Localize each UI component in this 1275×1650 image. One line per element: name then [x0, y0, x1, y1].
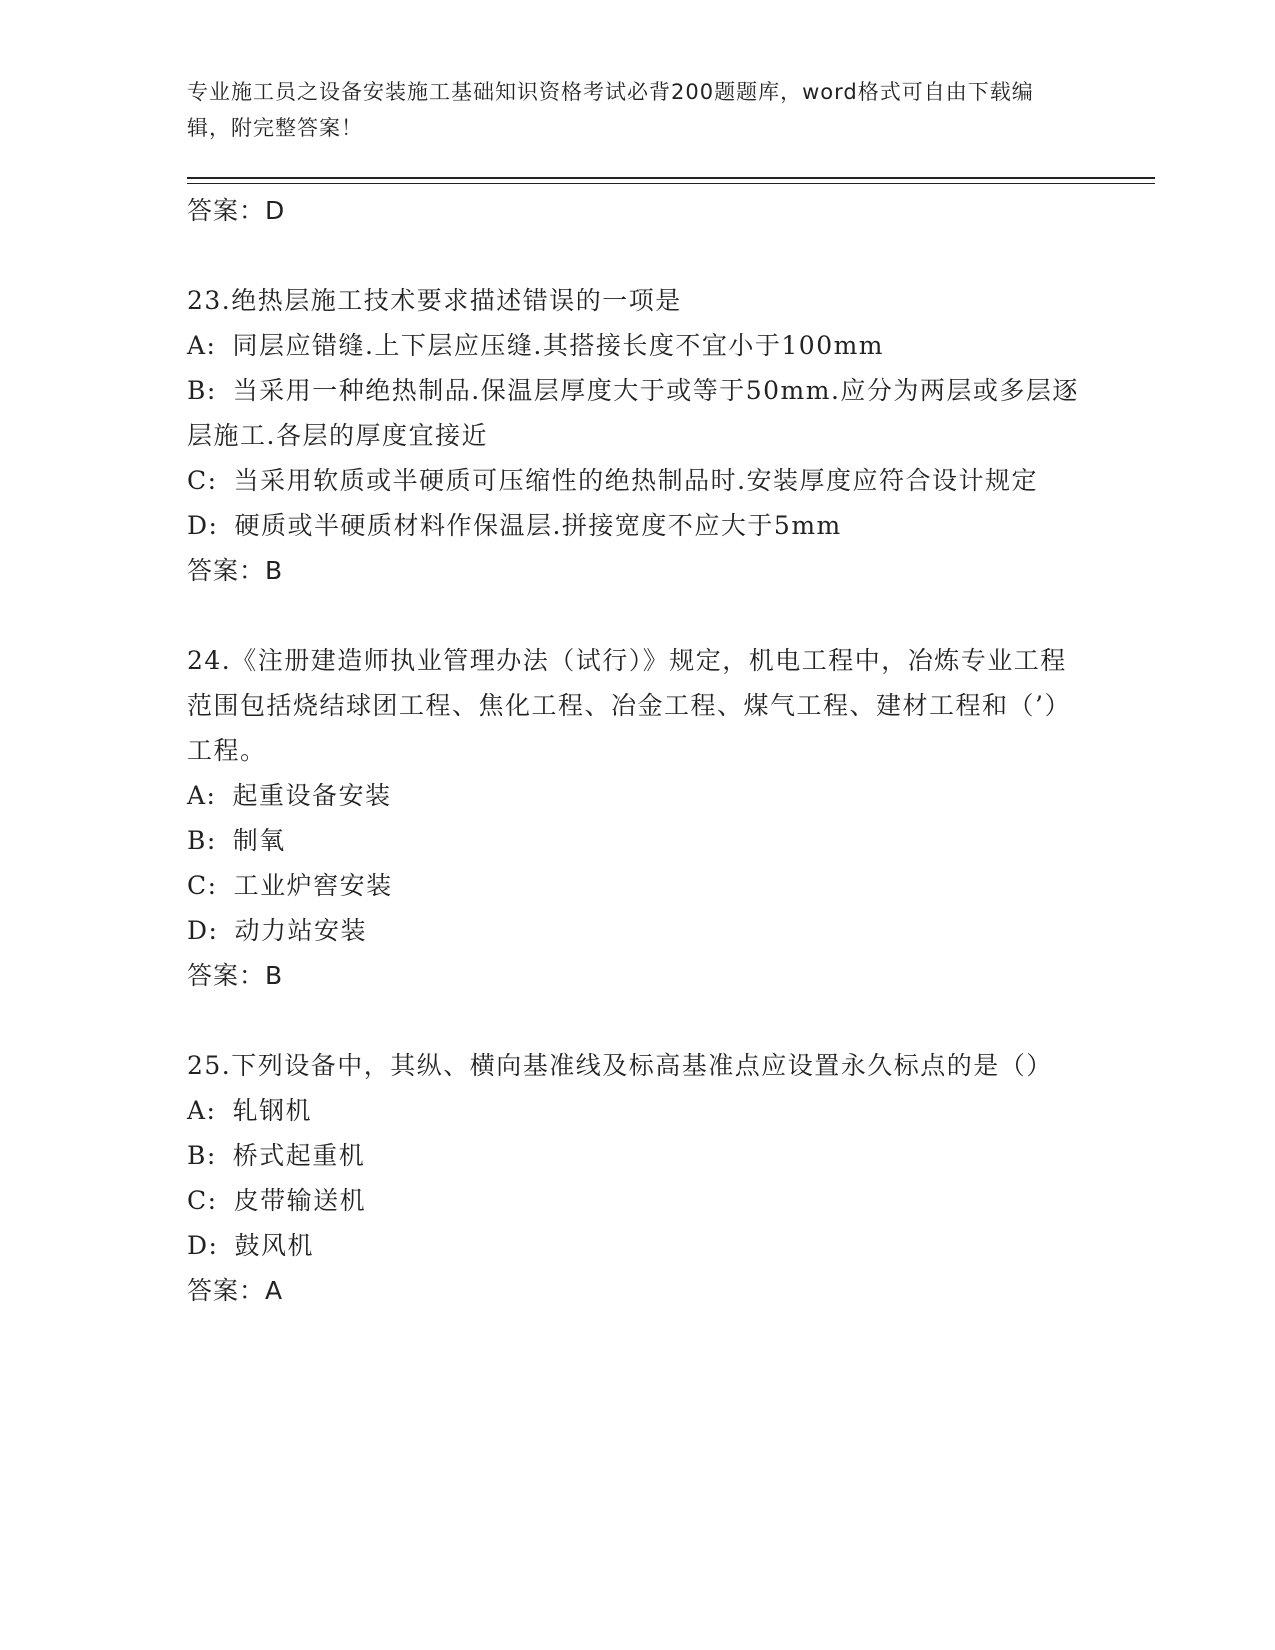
option-text: 工业炉窖安装 — [233, 871, 393, 900]
option-b — [187, 818, 1087, 863]
option-text: 起重设备安装 — [232, 781, 392, 810]
option-d — [187, 503, 1087, 548]
option-b — [187, 368, 1087, 458]
option-text: 同层应错缝.上下层应压缝.其搭接长度不宜小于100mm — [232, 331, 885, 360]
option-label: C: — [187, 1186, 218, 1215]
option-a — [187, 773, 1087, 818]
header-rule-thick — [187, 177, 1155, 179]
question-24 — [187, 638, 1087, 998]
option-text: 动力站安装 — [234, 916, 367, 945]
question-stem: 25.下列设备中，其纵、横向基准线及标高基准点应设置永久标点的是（） — [187, 1051, 1053, 1080]
option-label: B: — [187, 376, 217, 405]
option-d — [187, 1223, 1087, 1268]
answer-line: 答案：B — [187, 961, 284, 990]
option-a — [187, 323, 1087, 368]
option-text: 制氧 — [232, 826, 286, 855]
option-label: D: — [187, 511, 219, 540]
option-a — [187, 1088, 1087, 1133]
option-text: 硬质或半硬质材料作保温层.拼接宽度不应大于5mm — [234, 511, 842, 540]
option-b — [187, 1133, 1087, 1178]
option-text: 当采用软质或半硬质可压缩性的绝热制品时.安装厚度应符合设计规定 — [233, 466, 1039, 495]
option-c — [187, 458, 1087, 503]
option-c — [187, 1178, 1087, 1223]
option-label: A: — [187, 331, 217, 360]
option-text: 当采用一种绝热制品.保温层厚度大于或等于50mm.应分为两层或多层逐层施工.各层的厚度宜接近 — [187, 376, 1079, 450]
option-d — [187, 908, 1087, 953]
option-c — [187, 863, 1087, 908]
option-label: B: — [187, 1141, 217, 1170]
answer-line: 答案：A — [187, 1276, 284, 1305]
question-25 — [187, 1043, 1087, 1313]
document-body — [187, 188, 1087, 1313]
page-header: 专业施工员之设备安装施工基础知识资格考试必背200题题库，word格式可自由下载编辑，附完整答案！ — [187, 80, 1034, 140]
question-23 — [187, 278, 1087, 593]
previous-answer: 答案：D — [187, 196, 286, 225]
question-stem: 23.绝热层施工技术要求描述错误的一项是 — [187, 286, 682, 315]
option-label: C: — [187, 871, 218, 900]
option-label: A: — [187, 781, 217, 810]
option-text: 轧钢机 — [232, 1096, 312, 1125]
option-label: A: — [187, 1096, 217, 1125]
option-text: 皮带输送机 — [233, 1186, 367, 1215]
option-label: D: — [187, 1231, 219, 1260]
option-text: 鼓风机 — [234, 1231, 314, 1260]
answer-line: 答案：B — [187, 556, 284, 585]
option-text: 桥式起重机 — [232, 1141, 366, 1170]
option-label: B: — [187, 826, 217, 855]
option-label: C: — [187, 466, 218, 495]
header-rule-thin — [187, 183, 1155, 184]
option-label: D: — [187, 916, 219, 945]
question-stem: 24.《注册建造师执业管理办法（试行）》规定，机电工程中，冶炼专业工程范围包括烧结球团工程、焦化工程、冶金工程、煤气工程、建材工程和（’）工程。 — [187, 646, 1071, 765]
